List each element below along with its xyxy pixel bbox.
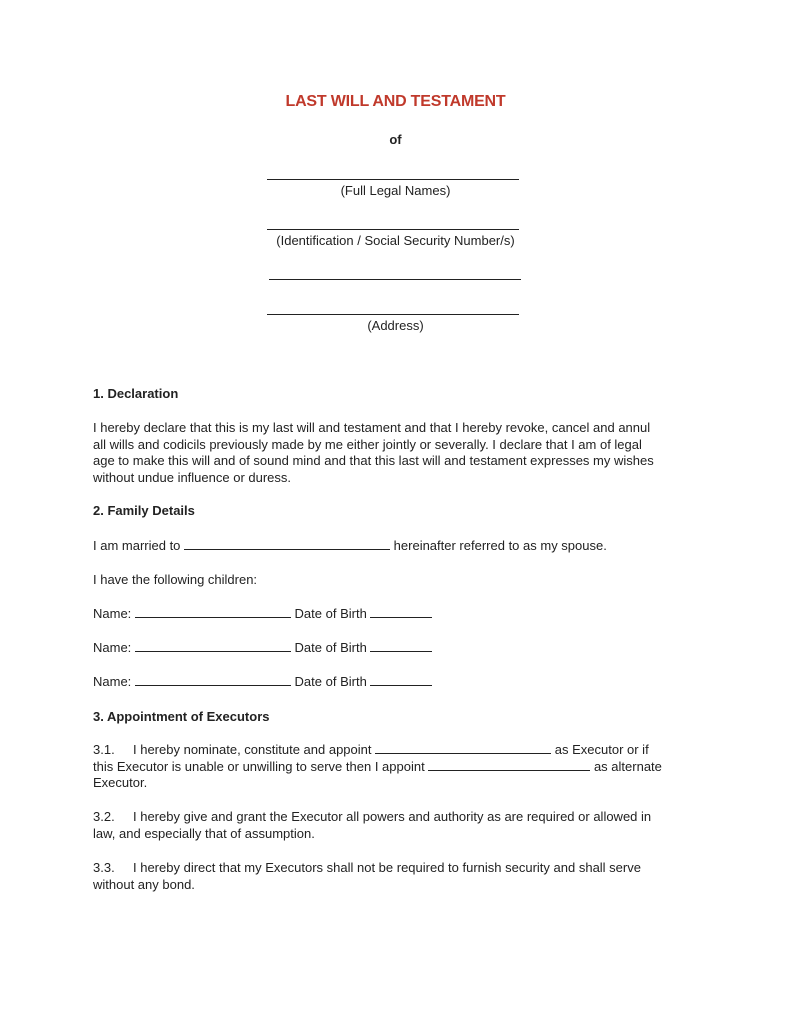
child-name-field[interactable] xyxy=(135,674,291,686)
id-number-line[interactable] xyxy=(267,229,519,230)
full-names-caption: (Full Legal Names) xyxy=(340,183,451,198)
clause-line xyxy=(93,742,693,759)
executor-name-field[interactable] xyxy=(375,742,551,754)
spouse-name-field[interactable] xyxy=(184,538,390,550)
child-dob-field[interactable] xyxy=(370,640,432,652)
address-line-1[interactable] xyxy=(269,279,521,280)
declaration-line: age to make this will and of sound mind and that this last will and testament expresses my wishes xyxy=(93,453,654,468)
full-names-line[interactable] xyxy=(267,179,519,180)
declaration-line: without undue influence or duress. xyxy=(93,469,292,485)
id-number-caption: (Identification / Social Security Number/s) xyxy=(276,233,515,248)
child-dob-label: Date of Birth xyxy=(294,674,367,689)
child-row xyxy=(93,606,432,621)
clause-number: 3.3. xyxy=(93,860,115,875)
declaration-paragraph xyxy=(93,420,693,486)
clause-number: 3.2. xyxy=(93,809,115,824)
document-title: LAST WILL AND TESTAMENT xyxy=(285,93,506,110)
child-dob-field[interactable] xyxy=(370,674,432,686)
clause-line: without any bond. xyxy=(93,876,195,892)
child-name-field[interactable] xyxy=(135,640,291,652)
declaration-line: I hereby declare that this is my last will and testament and that I hereby revoke, cancel and annul xyxy=(93,420,651,435)
clause-line: Executor. xyxy=(93,775,148,790)
child-dob-label: Date of Birth xyxy=(294,640,367,655)
child-dob-label: Date of Birth xyxy=(294,606,367,621)
clause-text: this Executor is unable or unwilling to serve then I appoint xyxy=(93,758,425,774)
clause-line xyxy=(93,809,693,826)
married-prefix: I am married to xyxy=(93,538,181,553)
clause-line: law, and especially that of assumption. xyxy=(93,825,315,841)
children-intro: I have the following children: xyxy=(93,572,258,587)
section-heading-executors: 3. Appointment of Executors xyxy=(93,709,270,724)
child-row xyxy=(93,674,432,689)
clause-text: as Executor or if xyxy=(554,742,649,757)
clause-3-3 xyxy=(93,860,693,893)
clause-text: as alternate xyxy=(593,758,662,774)
child-name-label: Name: xyxy=(93,640,132,655)
clause-text: I hereby give and grant the Executor all powers and authority as are required or allowed in xyxy=(133,809,652,824)
child-dob-field[interactable] xyxy=(370,606,432,618)
clause-number: 3.1. xyxy=(93,742,115,757)
address-line-2[interactable] xyxy=(267,314,519,315)
clause-text: I hereby nominate, constitute and appoint xyxy=(133,742,372,757)
declaration-line: all wills and codicils previously made by me either jointly or severally. I declare that I am of legal xyxy=(93,436,642,452)
clause-text: I hereby direct that my Executors shall not be required to furnish security and shall serve xyxy=(133,860,641,875)
address-caption: (Address) xyxy=(367,318,424,333)
clause-line xyxy=(93,860,693,877)
child-name-label: Name: xyxy=(93,606,132,621)
section-heading-declaration: 1. Declaration xyxy=(93,386,179,401)
married-suffix: hereinafter referred to as my spouse. xyxy=(393,538,607,553)
alternate-executor-field[interactable] xyxy=(428,759,590,771)
child-name-label: Name: xyxy=(93,674,132,689)
section-heading-family: 2. Family Details xyxy=(93,503,195,518)
child-name-field[interactable] xyxy=(135,606,291,618)
of-label: of xyxy=(389,132,402,147)
clause-3-2 xyxy=(93,809,693,842)
clause-line xyxy=(93,759,693,776)
clause-3-1 xyxy=(93,742,693,792)
married-line xyxy=(93,538,607,553)
child-row xyxy=(93,640,432,655)
